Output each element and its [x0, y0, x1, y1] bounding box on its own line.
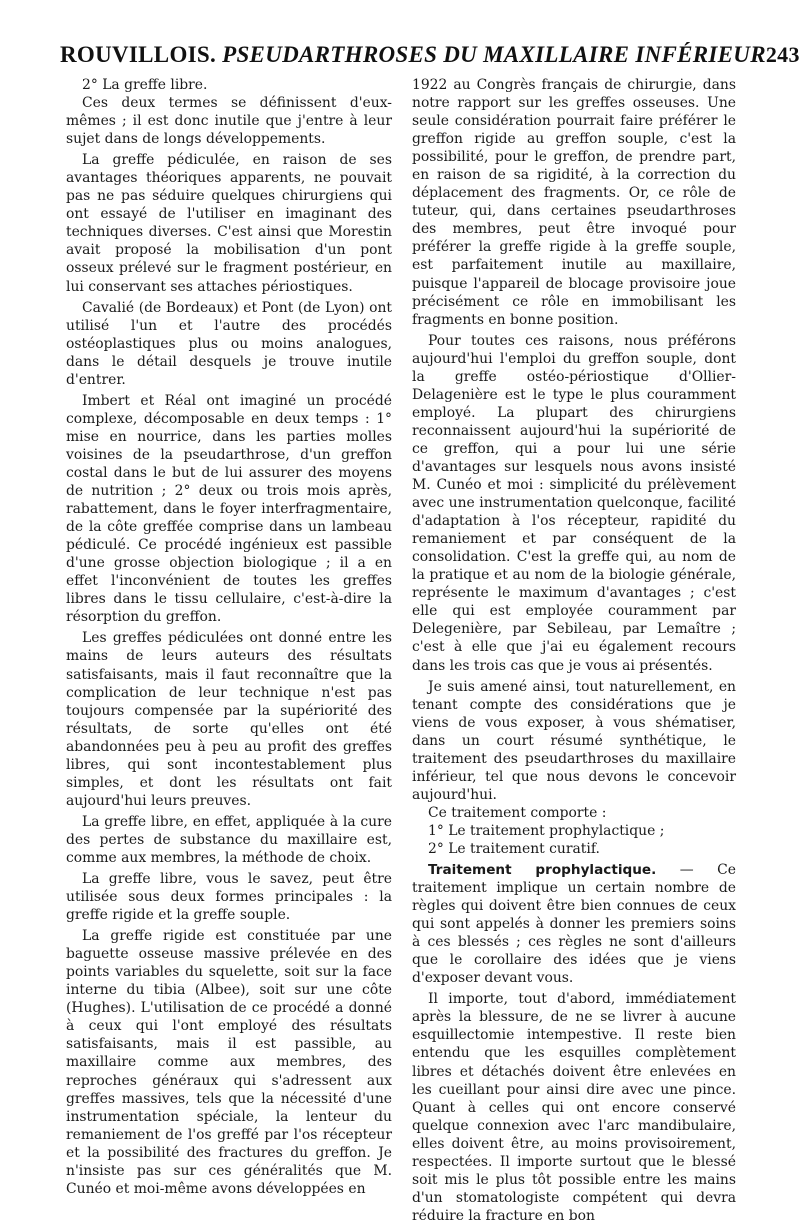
paragraph: Ces deux termes se définissent d'eux-mêmes ; il est donc inutile que j'entre à leur sujet dans de longs développements. — [66, 95, 392, 148]
paragraph: Imbert et Réal ont imaginé un procédé complexe, décomposable en deux temps : 1° mise en nourrice, dans les parties molles voisines de la pseudarthrose, d'un greffon costal dans le but de lui assurer des moyens de nutrition ; 2° deux ou trois mois après, rabattement, dans le foyer interfragmentaire, de la côte greffée comprise dans un lambeau pédiculé. Ce procédé ingénieux est passible d'une grosse objection biologique ; il a en effet l'inconvénient de toutes les greffes libres dans le tissu cellulaire, c'est-à-dire la résorption du greffon. — [66, 392, 392, 626]
left-column — [66, 76, 392, 1198]
paragraph: La greffe rigide est constituée par une baguette osseuse massive prélevée en des points variables du squelette, soit sur la face interne du tibia (Albee), soit sur une côte (Hughes). L'utilisation de ce procédé a donné à ceux qui l'ont employé des résultats satisfaisants, mais il est passible, au maxillaire comme aux membres, des reproches généraux qui s'adressent aux greffes massives, tels que la nécessité d'une instrumentation spéciale, la lenteur du remaniement de l'os greffé par l'os récepteur et la possibilité des fractures du greffon. Je n'insiste pas sur ces généralités que M. Cunéo et moi-même avons développées en — [66, 928, 392, 1197]
paragraph: La greffe pédiculée, en raison de ses avantages théoriques apparents, ne pouvait pas ne pas séduire quelques chirurgiens qui ont essayé de l'utiliser en imaginant des techniques diverses. C'est ainsi que Morestin avait proposé la mobilisation d'un pont osseux prélevé sur le fragment postérieur, en lui conservant ses attaches périostiques. — [66, 152, 392, 295]
right-column — [412, 76, 736, 1225]
paragraph: 2° La greffe libre. — [82, 77, 208, 93]
paragraph: Cavalié (de Bordeaux) et Pont (de Lyon) ont utilisé l'un et l'autre des procédés ostéoplastiques plus ou moins analogues, dans le détail desquels je trouve inutile d'entrer. — [66, 299, 392, 388]
running-header — [60, 42, 800, 74]
header-title-line — [60, 42, 766, 68]
section-text: — Ce traitement implique un certain nombre de règles qui doivent être bien connues de ceux qui sont appelés à donner les premiers soins à ces blessés ; ces règles ne sont d'ailleurs que le corollaire des idées que je viens d'exposer devant vous. — [412, 862, 736, 987]
paragraph: Je suis amené ainsi, tout naturellement, en tenant compte des considérations que je viens de vous exposer, à vous shématiser, dans un court résumé synthétique, le traitement des pseudarthroses du maxillaire inférieur, tel que nous devons le concevoir aujourd'hui. — [412, 678, 736, 803]
paragraph: La greffe libre, en effet, appliquée à la cure des pertes de substance du maxillaire est, comme aux membres, la méthode de choix. — [66, 813, 392, 866]
paragraph: 1922 au Congrès français de chirurgie, dans notre rapport sur les greffes osseuses. Une seule considération pourrait faire préférer le greffon rigide au greffon souple, c'est la possibilité, pour le greffon, de prendre part, en raison de sa rigidité, à la correction du déplacement des fragments. Or, ce rôle de tuteur, qui, dans certaines pseudarthroses des membres, peut être invoqué pour préférer la greffe rigide à la greffe souple, est parfaitement inutile au maxillaire, puisque l'appareil de blocage provisoire joue précisément ce rôle en immobilisant les fragments en bonne position. — [412, 77, 736, 328]
page-number: 243 — [765, 42, 800, 67]
paragraph: Il importe, tout d'abord, immédiatement après la blessure, de ne se livrer à aucune esquillectomie intempestive. Il reste bien entendu que les esquilles complètement libres et détachés doivent être enlevées en les cueillant pour ainsi dire avec une pince. Quant à celles qui ont encore conservé quelque connexion avec l'arc mandibulaire, elles doivent être, au moins provisoirement, respectées. Il importe surtout que le blessé soit mis le plus tôt possible entre les mains d'un stomatologiste compétent qui devra réduire la fracture en bon — [412, 991, 736, 1224]
list-item: 2° Le traitement curatif. — [428, 840, 600, 857]
paragraph: La greffe libre, vous le savez, peut être utilisée sous deux formes principales : la greffe rigide et la greffe souple. — [66, 871, 392, 924]
list-item: 1° Le traitement prophylactique ; — [428, 822, 665, 839]
paragraph: Ce traitement comporte : — [428, 804, 607, 821]
header-title: PSEUDARTHROSES DU MAXILLAIRE INFÉRIEUR — [222, 42, 766, 67]
header-author: ROUVILLOIS. — [60, 42, 217, 67]
section-heading: Traitement prophylactique. — [428, 862, 657, 879]
paragraph: Les greffes pédiculées ont donné entre les mains de leurs auteurs des résultats satisfaisants, mais il faut reconnaître que la complication de leur technique n'est pas toujours compensée par la supériorité des résultats, de sorte qu'elles ont été abandonnées peu à peu au profit des greffes libres, qui sont incontestablement plus simples, et dont les résultats ont fait aujourd'hui leurs preuves. — [66, 630, 392, 809]
paragraph: Pour toutes ces raisons, nous préférons aujourd'hui l'emploi du greffon souple, dont la greffe ostéo-périostique d'Ollier-Delagenière est le type le plus couramment employé. La plupart des chirurgiens reconnaissent aujourd'hui la supériorité de ce greffon, qui a pour lui une série d'avantages sur lesquels nous avons insisté M. Cunéo et moi : simplicité du prélèvement avec une instrumentation quelconque, facilité d'adaptation à l'os récepteur, rapidité du remaniement et par conséquent de la consolidation. C'est la greffe qui, au nom de la pratique et au nom de la biologie générale, représente le maximum d'avantages ; c'est elle qui est employée couramment par Delegenière, par Sebileau, par Lemaître ; c'est à elle que j'ai eu également recours dans les trois cas que je vous ai présentés. — [412, 332, 736, 674]
section-paragraph — [412, 861, 736, 987]
